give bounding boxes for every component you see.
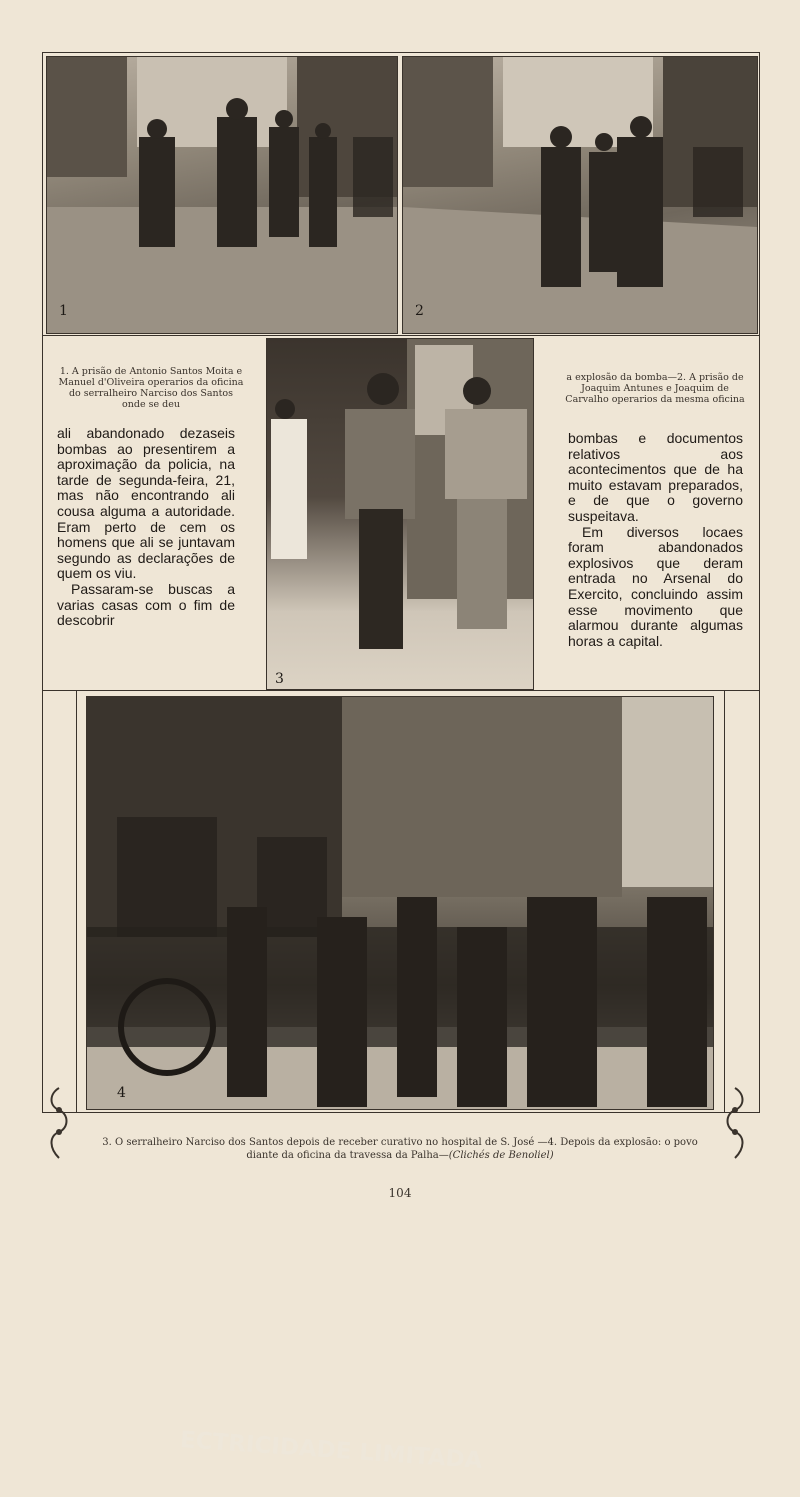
bottom-caption-text: 3. O serralheiro Narciso dos Santos depois de receber curativo no hospital de S. José —4. Depois da explosão: o povo diante da oficina da travessa da Palha— <box>102 1137 698 1161</box>
frame-right <box>759 52 760 1112</box>
photo-number: 3 <box>275 671 284 687</box>
frame-inner-left <box>76 690 77 1112</box>
shop-sign-text: ECTRICIDADE LIMITADA <box>179 1427 484 1475</box>
article-column-right <box>568 431 743 649</box>
photo-arrest-2 <box>402 56 758 334</box>
frame-left <box>42 52 43 1112</box>
article-paragraph: bombas e documentos relativos aos acontecimentos que de ha muito estavam preparados, e de que o governo suspeitava. <box>568 430 743 524</box>
crowd-scene-illustration <box>87 697 713 1109</box>
photo-number: 4 <box>117 1085 126 1101</box>
page-number: 104 <box>388 1186 412 1200</box>
frame-inner-right <box>724 690 725 1112</box>
caption-photo-2: a explosão da bomba—2. A prisão de Joaquim Antunes e Joaquim de Carvalho operarios da mesma oficina <box>565 372 745 405</box>
caption-photo-1: 1. A prisão de Antonio Santos Moita e Manuel d'Oliveira operarios da oficina do serralheiro Narciso dos Santos onde se deu <box>58 366 244 410</box>
frame-bottom <box>42 1112 760 1113</box>
shop-sign <box>175 1397 484 1497</box>
ornament-right-icon <box>720 1084 750 1162</box>
frame-divider-middle <box>42 690 760 691</box>
article-column-left <box>57 426 235 629</box>
ornament-left-icon <box>44 1084 74 1162</box>
article-paragraph: Em diversos locaes foram abandonados explosivos que deram entrada no Arsenal do Exercito, concluindo assim esse movimento que alarmou durante algumas horas a capital. <box>568 523 743 649</box>
photo-number: 1 <box>59 303 68 319</box>
photo-arrest-1 <box>46 56 398 334</box>
photo-number: 2 <box>415 303 424 319</box>
article-paragraph: ali abandonado dezaseis bombas ao presentirem a aproximação da policia, na tarde de segunda-feira, 21, mas não encontrando ali cousa alguma a autoridade. Eram perto de cem os homens que ali se juntavam segundo as declarações de quem os viu. <box>57 425 235 582</box>
street-scene-1-illustration <box>47 57 397 333</box>
street-scene-2-illustration <box>403 57 757 333</box>
portrait-scene-illustration <box>267 339 533 689</box>
bottom-caption <box>90 1136 710 1162</box>
photo-credit: (Clichés de Benoliel) <box>448 1150 554 1161</box>
photo-narciso-dos-santos <box>266 338 534 690</box>
article-paragraph: Passaram-se buscas a varias casas com o fim de descobrir <box>57 580 235 629</box>
frame-divider-top <box>42 335 760 336</box>
frame-top <box>42 52 760 53</box>
